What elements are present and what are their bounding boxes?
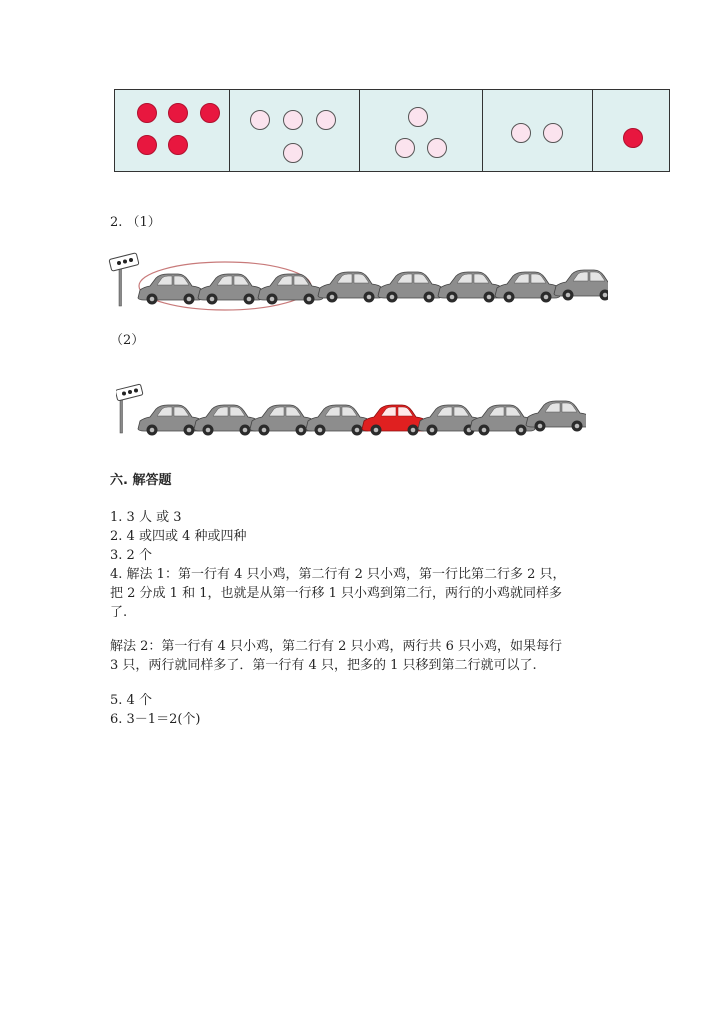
car-icon bbox=[554, 270, 608, 301]
pink-dot bbox=[543, 123, 563, 143]
pink-dot bbox=[283, 143, 303, 163]
answer-line: 2. 4 或四或 4 种或四种 bbox=[110, 529, 247, 544]
pink-dot bbox=[316, 110, 336, 130]
answer-line: 4. 解法 1：第一行有 4 只小鸡，第二行有 2 只小鸡，第一行比第二行多 2 只， bbox=[110, 567, 566, 582]
car-icon bbox=[138, 405, 203, 436]
red-car-icon bbox=[362, 405, 427, 436]
car-icon bbox=[258, 274, 323, 305]
dot-cell-3 bbox=[360, 90, 483, 171]
car-icon bbox=[306, 405, 371, 436]
answer-line: 3. 2 个 bbox=[110, 548, 152, 563]
answer-line: 解法 2：第一行有 4 只小鸡，第二行有 2 只小鸡，两行共 6 只小鸡，如果每行 bbox=[110, 639, 563, 654]
car-icon bbox=[198, 274, 263, 305]
car-icon bbox=[318, 272, 383, 303]
pink-dot bbox=[427, 138, 447, 158]
red-dot bbox=[137, 135, 157, 155]
car-icon bbox=[138, 274, 203, 305]
pink-dot bbox=[511, 123, 531, 143]
pink-dot bbox=[408, 107, 428, 127]
answer-line: 6. 3－1＝2(个) bbox=[110, 712, 201, 727]
car-icon bbox=[250, 405, 315, 436]
pink-dot bbox=[395, 138, 415, 158]
q2-label: 2. （1） bbox=[110, 215, 161, 230]
red-dot bbox=[168, 103, 188, 123]
q2-part2-label: （2） bbox=[110, 333, 145, 348]
answer-line: 5. 4 个 bbox=[110, 693, 152, 708]
red-dot bbox=[623, 128, 643, 148]
red-dot bbox=[168, 135, 188, 155]
car-icon bbox=[470, 405, 535, 436]
car-icon bbox=[194, 405, 259, 436]
dot-cell-5 bbox=[593, 90, 669, 171]
car-icon bbox=[438, 272, 503, 303]
dot-table bbox=[114, 89, 670, 172]
section-6-title: 六. 解答题 bbox=[110, 473, 172, 488]
dot-cell-4 bbox=[483, 90, 593, 171]
red-dot bbox=[200, 103, 220, 123]
dot-cell-1 bbox=[115, 90, 230, 171]
car-row-2 bbox=[116, 383, 586, 438]
car-icon bbox=[495, 272, 560, 303]
red-dot bbox=[137, 103, 157, 123]
answer-line: 了. bbox=[110, 605, 128, 620]
answer-line: 3 只，两行就同样多了．第一行有 4 只，把多的 1 只移到第二行就可以了. bbox=[110, 658, 537, 673]
traffic-signal-icon bbox=[109, 253, 139, 306]
answer-line: 1. 3 人 或 3 bbox=[110, 510, 182, 525]
pink-dot bbox=[283, 110, 303, 130]
pink-dot bbox=[250, 110, 270, 130]
dot-cell-2 bbox=[230, 90, 360, 171]
answer-line: 把 2 分成 1 和 1，也就是从第一行移 1 只小鸡到第二行，两行的小鸡就同样多 bbox=[110, 586, 563, 601]
car-icon bbox=[526, 401, 586, 432]
car-row-1 bbox=[108, 250, 608, 315]
car-icon bbox=[378, 272, 443, 303]
